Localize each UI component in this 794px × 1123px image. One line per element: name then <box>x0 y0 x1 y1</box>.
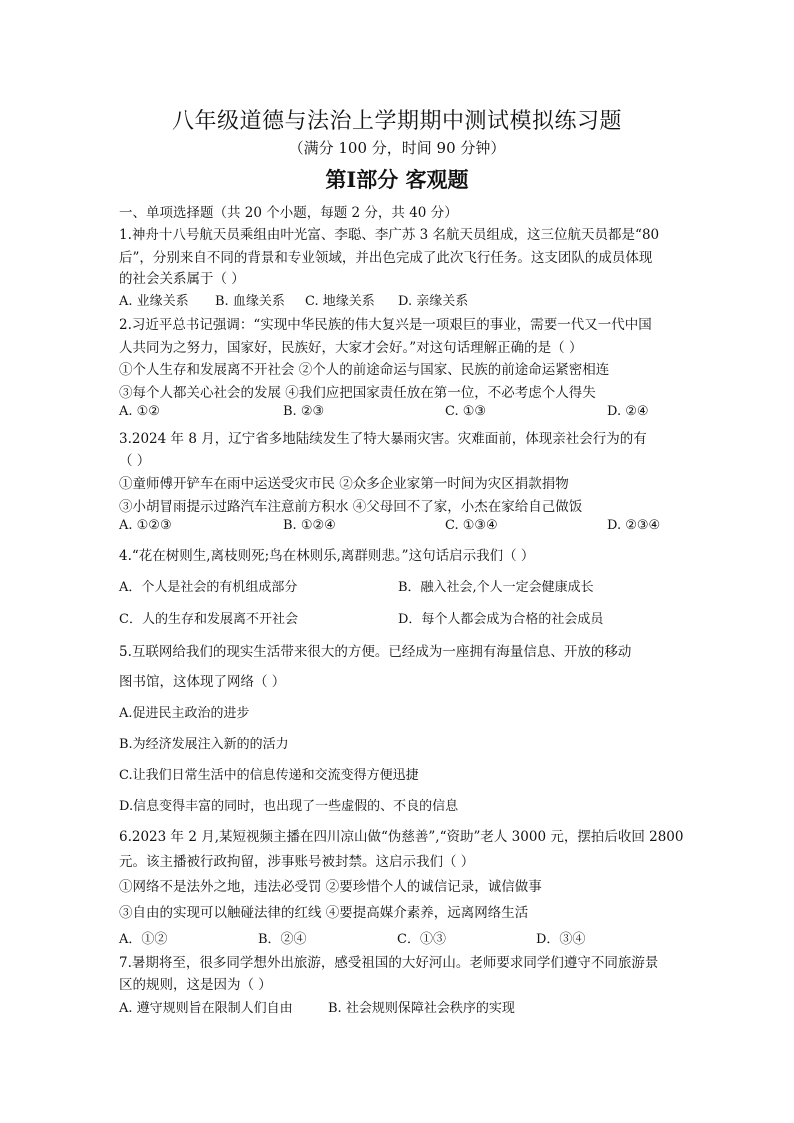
question-3-option-b: B. ①②④ <box>283 518 336 533</box>
question-2-statement: ③每个人都关心社会的发展 ④我们应把国家责任放在第一位，不必考虑个人得失 <box>119 385 596 401</box>
question-4-option-d: D．每个人都会成为合格的社会成员 <box>398 612 604 627</box>
question-3-line: 3.2024 年 8 月，辽宁省多地陆续发生了特大暴雨灾害。灾难面前，体现亲社会行为的有 <box>119 431 647 447</box>
question-6-option-a: A．①② <box>119 932 168 947</box>
question-2-option-b: B. ②③ <box>283 404 325 419</box>
question-1-line: 的社会关系属于（ ） <box>119 271 245 287</box>
question-6-statement: ③自由的实现可以触碰法律的红线 ④要提高媒介素养，远离网络生活 <box>119 905 529 921</box>
part-heading: 第Ⅰ部分 客观题 <box>325 167 469 192</box>
question-3-option-a: A. ①②③ <box>119 518 172 533</box>
question-7-line: 7.暑期将至，很多同学想外出旅游，感受祖国的大好河山。老师要求同学们遵守不同旅游景 <box>119 955 659 971</box>
question-7-line: 区的规则，这是因为（ ） <box>119 977 272 993</box>
question-2-statement: ①个人生存和发展离不开社会 ②个人的前途命运与国家、民族的前途命运紧密相连 <box>119 362 610 378</box>
question-6-option-c: C．①③ <box>397 932 446 947</box>
question-2-line: 人共同为之努力，国家好，民族好，大家才会好。”对这句话理解正确的是（ ） <box>119 340 583 356</box>
question-3-option-d: D. ②③④ <box>607 518 661 533</box>
question-6-option-b: B．②④ <box>258 932 307 947</box>
question-4-line: 4.“花在树则生,离枝则死;鸟在林则乐,离群则悲。”这句话启示我们（ ） <box>119 548 535 564</box>
question-5-line: 5.互联网给我们的现实生活带来很大的方便。已经成为一座拥有海量信息、开放的移动 <box>119 644 632 660</box>
question-5-option-b: B.为经济发展注入新的的活力 <box>119 737 289 752</box>
question-1-line: 1.神舟十八号航天员乘组由叶光富、李聪、李广苏 3 名航天员组成，这三位航天员都是“80 <box>119 227 660 243</box>
question-1-option-d: D. 亲缘关系 <box>398 294 469 309</box>
question-5-option-c: C.让我们日常生活中的信息传递和交流变得方便迅捷 <box>119 768 419 783</box>
section-heading: 一、单项选择题（共 20 个小题，每题 2 分，共 40 分） <box>119 205 458 221</box>
question-2-option-c: C. ①③ <box>445 404 487 419</box>
question-6-line: 6.2023 年 2 月,某短视频主播在四川凉山做“伪慈善”,“资助”老人 3000 元，摆拍后收回 2800 <box>119 829 684 845</box>
question-3-line: （ ） <box>119 453 151 469</box>
question-7-option-b: B. 社会规则保障社会秩序的实现 <box>328 1001 515 1016</box>
question-1-option-a: A. 业缘关系 <box>119 294 189 309</box>
page-title: 八年级道德与法治上学期期中测试模拟练习题 <box>171 109 622 134</box>
question-2-line: 2.习近平总书记强调：“实现中华民族的伟大复兴是一项艰巨的事业，需要一代又一代中国 <box>119 317 652 333</box>
question-7-option-a: A. 遵守规则旨在限制人们自由 <box>119 1001 293 1016</box>
question-6-statement: ①网络不是法外之地，违法必受罚 ②要珍惜个人的诚信记录，诚信做事 <box>119 879 542 895</box>
question-2-option-a: A. ①② <box>119 404 160 419</box>
question-3-option-c: C. ①③④ <box>445 518 498 533</box>
question-1-option-c: C. 地缘关系 <box>305 294 375 309</box>
question-4-option-a: A．个人是社会的有机组成部分 <box>119 580 298 595</box>
question-5-option-a: A.促进民主政治的进步 <box>119 706 250 721</box>
question-2-option-d: D. ②④ <box>607 404 649 419</box>
question-5-option-d: D.信息变得丰富的同时，也出现了一些虚假的、不良的信息 <box>119 799 459 814</box>
question-1-line: 后”，分别来自不同的背景和专业领域，并出色完成了此次飞行任务。这支团队的成员体现 <box>119 250 653 266</box>
question-6-line: 元。该主播被行政拘留，涉事账号被封禁。这启示我们（ ） <box>119 854 475 870</box>
question-5-line: 图书馆，这体现了网络（ ） <box>119 674 286 690</box>
question-4-option-b: B．融入社会,个人一定会健康成长 <box>398 580 594 595</box>
question-3-statement: ③小胡冒雨提示过路汽车注意前方积水 ④父母回不了家，小杰在家给自己做饭 <box>119 499 583 515</box>
question-6-option-d: D．③④ <box>536 932 586 947</box>
question-4-option-c: C．人的生存和发展离不开社会 <box>119 612 298 627</box>
question-3-statement: ①童师傅开铲车在雨中运送受灾市民 ②众多企业家第一时间为灾区捐款捐物 <box>119 476 569 492</box>
question-1-option-b: B. 血缘关系 <box>215 294 285 309</box>
exam-info: （满分 100 分，时间 90 分钟） <box>288 139 506 157</box>
